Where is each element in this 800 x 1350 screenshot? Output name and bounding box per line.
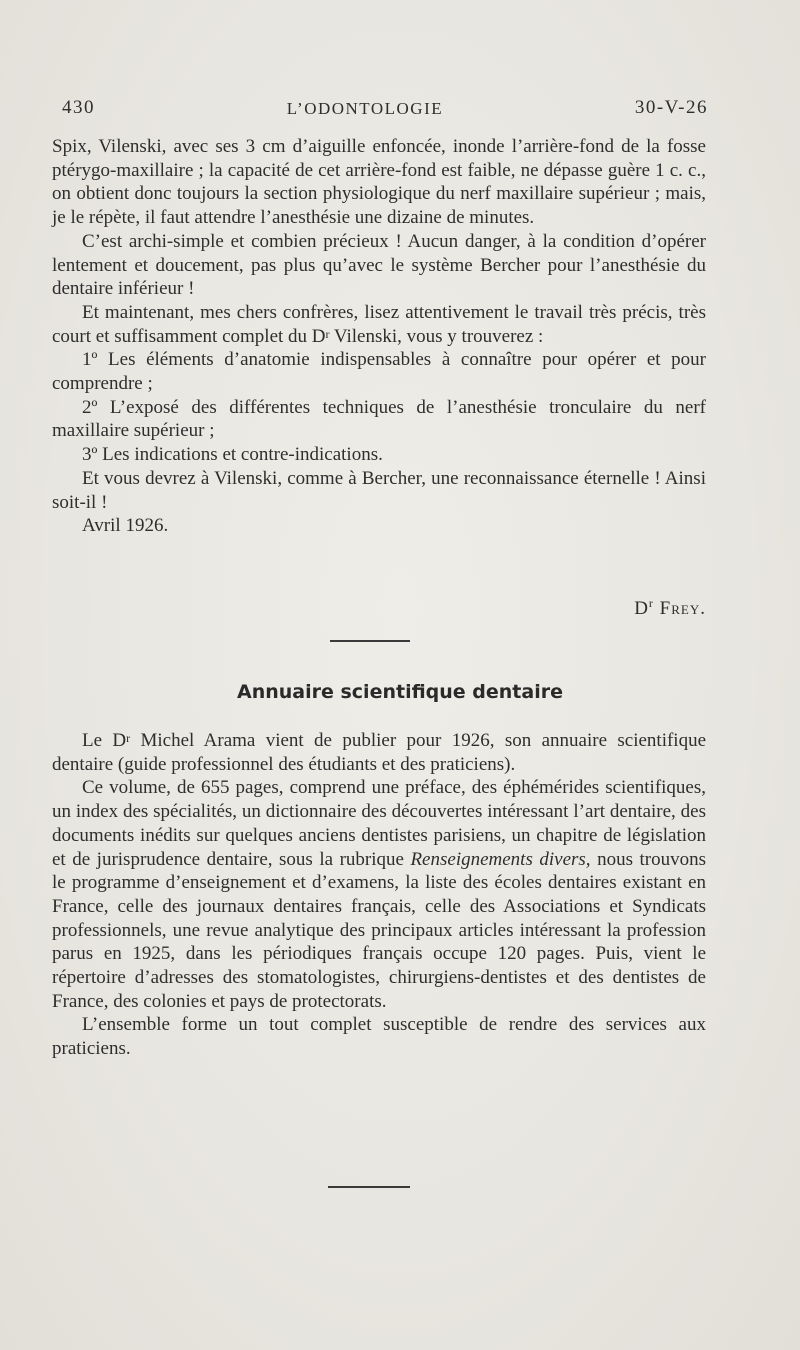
paragraph: L’ensemble forme un tout complet susceptible de rendre des services aux praticiens. bbox=[52, 1014, 706, 1060]
paragraph: Et vous devrez à Vilenski, comme à Bercher, une reconnaissance éternelle ! Ainsi soit-il ! bbox=[52, 467, 706, 513]
end-divider bbox=[328, 1186, 410, 1188]
paragraph: C’est archi-simple et combien précieux ! Aucun danger, à la condition d’opérer lentement et doucement, pas plus qu’avec le système Bercher pour l’anesthésie du dentaire inférieur ! bbox=[52, 230, 706, 300]
list-item: 1º Les éléments d’anatomie indispensables à connaître pour opérer et pour comprendre ; bbox=[52, 349, 706, 395]
date-line: Avril 1926. bbox=[82, 515, 169, 537]
paragraph: Le $D^r$ Michel Arama vient de publier pour 1926, son annuaire scientifique dentaire (guide professionnel des étudiants et des praticiens). bbox=[52, 730, 707, 775]
paragraph bbox=[52, 301, 706, 348]
page-number: 430 bbox=[62, 97, 95, 118]
section-divider bbox=[330, 640, 410, 642]
section-title: Annuaire scientifique dentaire bbox=[237, 681, 563, 703]
paragraph: Ce volume, de 655 pages, comprend une préface, des éphémérides scientifiques, un index des spécialités, un dictionnaire des découvertes intéressant l’art dentaire, des documents inédits sur quelques anciens dentistes parisiens, un chapitre de législation et de jurisprudence dentaire, sous la rubrique Renseignements divers, nous trouvons le programme d’enseignement et d’examens, la liste des écoles dentaires existant en France, celle des journaux dentaires français, celle des Associations et Syndicats professionnels, une revue analytique des principaux articles intéressant la profession parus en 1925, dans les périodiques français occupe 120 pages. Puis, vient le répertoire d’adresses des stomatologistes, chirurgiens-dentistes et des dentistes de France, des colonies et pays de protectorats. bbox=[52, 777, 706, 1012]
article2-body bbox=[52, 729, 706, 1061]
running-header bbox=[62, 97, 708, 119]
signature: $D^r$ Frey. bbox=[634, 596, 706, 619]
italic-rubric: Renseignements divers, bbox=[410, 848, 591, 870]
list-item: 3º Les indications et contre-indications. bbox=[82, 444, 383, 466]
article-body bbox=[52, 135, 706, 538]
paragraph: Spix, Vilenski, avec ses 3 cm d’aiguille enfoncée, inonde l’arrière-fond de la fosse ptérygo-maxillaire ; la capacité de cet arrière-fond est faible, ne dépasse guère 1 c. c., on obtient donc toujours la section physiologique du nerf maxillaire supérieur ; mais, je le répète, il faut attendre l’anesthésie une dizaine de minutes. bbox=[52, 136, 706, 229]
paragraph-text: Et maintenant, mes chers confrères, lisez attentivement le travail très précis, très court et suffisamment complet du D bbox=[52, 301, 706, 347]
paragraph-text: Vilenski, vous y trouverez : bbox=[329, 325, 544, 347]
list-item: 2º L’exposé des différentes techniques de l’anesthésie tronculaire du nerf maxillaire supérieur ; bbox=[52, 396, 706, 442]
issue-date: 30-V-26 bbox=[634, 97, 708, 118]
superscript: r bbox=[325, 326, 330, 341]
journal-title: L’ODONTOLOGIE bbox=[286, 99, 444, 118]
